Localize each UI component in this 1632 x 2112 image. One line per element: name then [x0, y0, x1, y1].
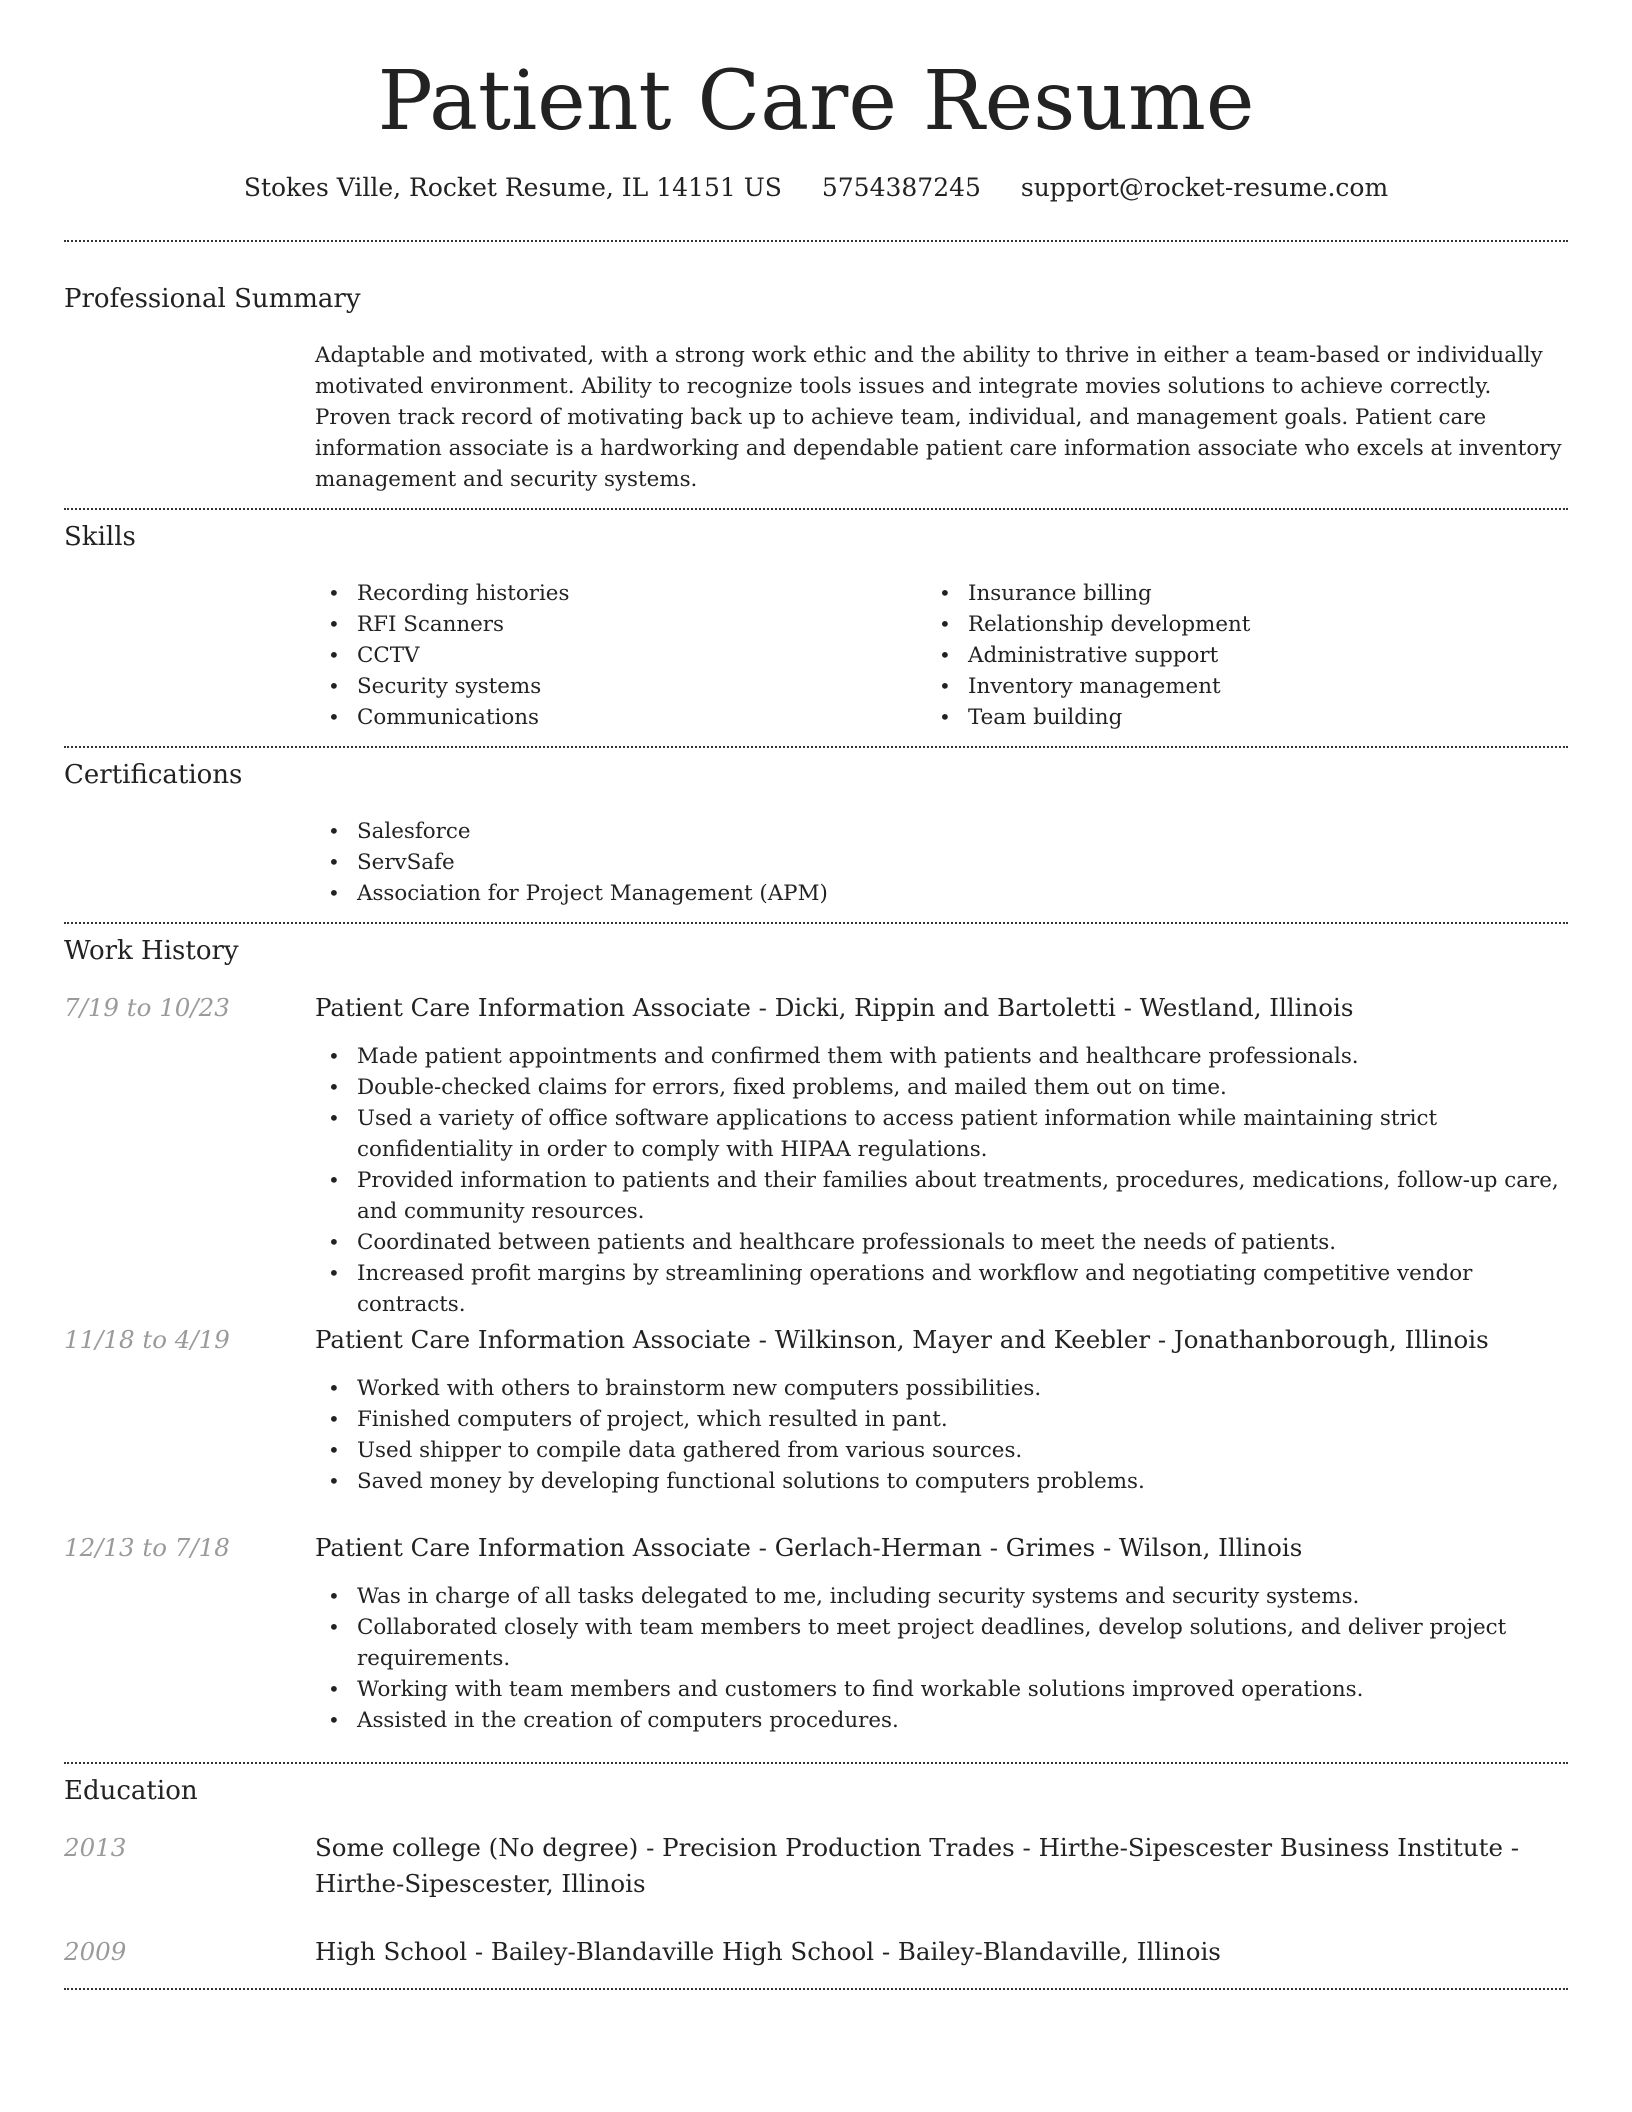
divider: [64, 746, 1568, 748]
skill-item: • Team building: [924, 702, 1564, 733]
certification-item: • Salesforce: [313, 816, 1563, 847]
skill-item: • Recording histories: [313, 578, 893, 609]
job-bullet: • Was in charge of all tasks delegated to me, including security systems and security systems.: [313, 1581, 1568, 1612]
job-bullet: • Worked with others to brainstorm new computers possibilities.: [313, 1373, 1568, 1404]
divider: [64, 240, 1568, 242]
skill-item: • Administrative support: [924, 640, 1564, 671]
education-year: 2009: [64, 1937, 127, 1966]
certifications-list: [313, 816, 1563, 909]
job-heading: Patient Care Information Associate - Gerlach-Herman - Grimes - Wilson, Illinois: [315, 1533, 1303, 1562]
education-entry: Some college (No degree) - Precision Production Trades - Hirthe-Sipescester Business Institute - Hirthe-Sipescester, Illinois: [315, 1833, 1520, 1898]
job-bullet: • Saved money by developing functional solutions to computers problems.: [313, 1466, 1568, 1497]
job-bullet: • Assisted in the creation of computers procedures.: [313, 1705, 1568, 1736]
job-bullet: • Made patient appointments and confirmed them with patients and healthcare professionals.: [313, 1041, 1568, 1072]
job-heading: Patient Care Information Associate - Dicki, Rippin and Bartoletti - Westland, Illinois: [315, 993, 1354, 1022]
job-dates: 12/13 to 7/18: [64, 1533, 230, 1562]
job-bullet: • Double-checked claims for errors, fixed problems, and mailed them out on time.: [313, 1072, 1568, 1103]
job-bullet: • Used shipper to compile data gathered from various sources.: [313, 1435, 1568, 1466]
certification-item: • Association for Project Management (APM): [313, 878, 1563, 909]
section-title-certifications: Certifications: [64, 760, 243, 790]
skill-item: • Insurance billing: [924, 578, 1564, 609]
skill-item: • RFI Scanners: [313, 609, 893, 640]
skill-item: • CCTV: [313, 640, 893, 671]
divider: [64, 1988, 1568, 1990]
skill-item: • Relationship development: [924, 609, 1564, 640]
section-title-summary: Professional Summary: [64, 284, 361, 314]
job-bullet: • Increased profit margins by streamlining operations and workflow and negotiating competitive vendor contracts.: [313, 1258, 1568, 1320]
resume-name: Patient Care Resume: [377, 54, 1255, 149]
skills-list-right: [924, 578, 1564, 733]
skill-item: • Security systems: [313, 671, 893, 702]
section-title-skills: Skills: [64, 522, 136, 552]
job-bullets: [313, 1373, 1568, 1497]
divider: [64, 508, 1568, 510]
job-bullet: • Used a variety of office software applications to access patient information while maintaining strict confidentiality in order to comply with HIPAA regulations.: [313, 1103, 1568, 1165]
summary-text: Adaptable and motivated, with a strong work ethic and the ability to thrive in either a team-based or individually motivated environment. Ability to recognize tools issues and integrate movies solutions to achieve correctly. Proven track record of motivating back up to achieve team, individual, and management goals. Patient care information associate is a hardworking and dependable patient care information associate who excels at inventory management and security systems.: [315, 343, 1562, 492]
job-bullet: • Working with team members and customers to find workable solutions improved operations.: [313, 1674, 1568, 1705]
job-bullet: • Coordinated between patients and healthcare professionals to meet the needs of patients.: [313, 1227, 1568, 1258]
job-bullet: • Collaborated closely with team members to meet project deadlines, develop solutions, and deliver project requirements.: [313, 1612, 1568, 1674]
section-title-work-history: Work History: [64, 936, 239, 966]
job-bullet: • Finished computers of project, which resulted in pant.: [313, 1404, 1568, 1435]
job-bullets: [313, 1041, 1568, 1320]
skill-item: • Communications: [313, 702, 893, 733]
section-title-education: Education: [64, 1776, 198, 1806]
certification-item: • ServSafe: [313, 847, 1563, 878]
job-dates: 11/18 to 4/19: [64, 1325, 230, 1354]
contact-email: support@rocket-resume.com: [1020, 173, 1389, 202]
job-dates: 7/19 to 10/23: [64, 993, 230, 1022]
education-entry: High School - Bailey-Blandaville High School - Bailey-Blandaville, Illinois: [315, 1937, 1221, 1966]
contact-address: Stokes Ville, Rocket Resume, IL 14151 US: [243, 173, 782, 202]
contact-line: [0, 170, 1632, 206]
job-bullets: [313, 1581, 1568, 1736]
job-heading: Patient Care Information Associate - Wilkinson, Mayer and Keebler - Jonathanborough, Illinois: [315, 1325, 1489, 1354]
skill-item: • Inventory management: [924, 671, 1564, 702]
divider: [64, 1762, 1568, 1764]
contact-phone: 5754387245: [821, 173, 981, 202]
skills-list-left: [313, 578, 893, 733]
divider: [64, 922, 1568, 924]
job-bullet: • Provided information to patients and their families about treatments, procedures, medications, follow-up care, and community resources.: [313, 1165, 1568, 1227]
education-year: 2013: [64, 1833, 127, 1862]
